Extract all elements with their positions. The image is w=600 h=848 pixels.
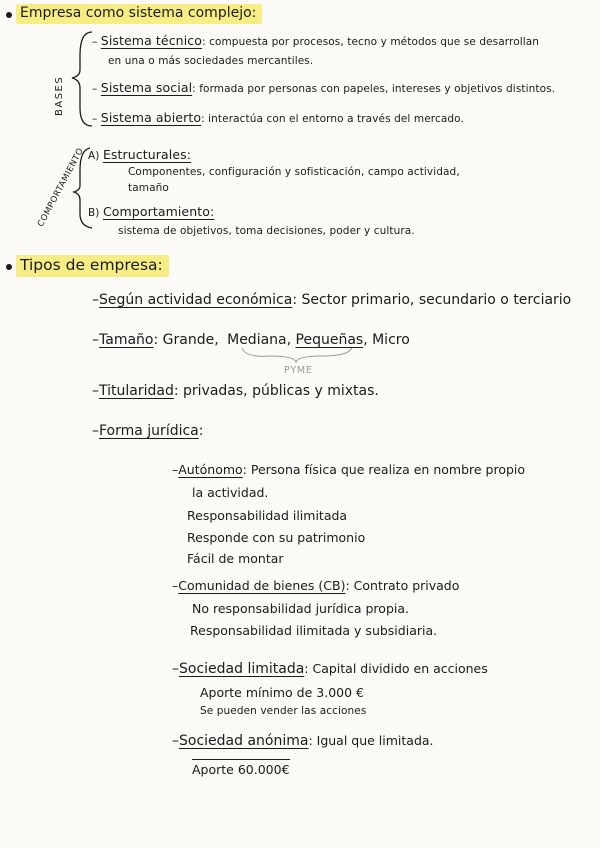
comportamiento-line1: sistema de objetivos, toma decisiones, poder y cultura. xyxy=(118,225,415,237)
autonomo-line: Responsabilidad ilimitada xyxy=(187,508,348,523)
sl-line: Se pueden vender las acciones xyxy=(200,705,367,717)
tamano-mediana: Mediana xyxy=(227,332,287,348)
item-actividad: –Según actividad económica: Sector primario, secundario o terciario xyxy=(92,292,572,308)
item-sistema-abierto: – Sistema abierto: interactúa con el entorno a través del mercado. xyxy=(92,110,464,125)
section-heading-empresa: Empresa como sistema complejo: xyxy=(16,4,262,24)
item-comunidad-bienes: –Comunidad de bienes (CB): Contrato privado xyxy=(172,578,460,593)
item-sistema-tecnico: – Sistema técnico: compuesta por procesos, tecno y métodos que se desarrollan xyxy=(92,33,540,48)
desc-sistema-abierto: : interactúa con el entorno a través del mercado. xyxy=(201,113,464,125)
cb-label: Comunidad de bienes (CB) xyxy=(178,578,346,593)
comportamiento-vertical-label: COMPORTAMIENTO xyxy=(36,146,87,229)
sa-line: Aporte 60.000€ xyxy=(192,759,290,777)
desc-sistema-social: : formada por personas con papeles, intereses y objetivos distintos. xyxy=(192,83,556,95)
tamano-micro: , Micro xyxy=(363,332,410,348)
autonomo-line: Responde con su patrimonio xyxy=(187,530,366,545)
section-heading-tipos: Tipos de empresa: xyxy=(16,255,169,277)
sl-line: Aporte mínimo de 3.000 € xyxy=(200,685,364,700)
forma-sep: : xyxy=(198,423,204,439)
sl-label: Sociedad limitada xyxy=(179,661,305,677)
tamano-grande: Grande, xyxy=(162,332,219,348)
titularidad-label: Titularidad xyxy=(99,383,174,399)
desc-sistema-tecnico-2: en una o más sociedades mercantiles. xyxy=(108,55,314,67)
sa-label: Sociedad anónima xyxy=(179,733,309,749)
item-titularidad: –Titularidad: privadas, públicas y mixtas. xyxy=(92,383,379,399)
autonomo-desc: : Persona física que realiza en nombre propio xyxy=(242,462,526,477)
autonomo-label: Autónomo xyxy=(178,462,243,477)
tamano-pequenas: Pequeñas xyxy=(295,332,364,348)
sl-desc: : Capital dividido en acciones xyxy=(304,661,488,676)
titularidad-desc: : privadas, públicas y mixtas. xyxy=(173,383,379,399)
item-sociedad-limitada: –Sociedad limitada: Capital dividido en acciones xyxy=(172,661,488,677)
item-sociedad-anonima: –Sociedad anónima: Igual que limitada. xyxy=(172,733,434,749)
bases-label: BASES xyxy=(54,75,65,116)
item-tamano: –Tamaño: Grande, Mediana, Pequeñas, Micro xyxy=(92,332,410,348)
autonomo-line: la actividad. xyxy=(192,485,269,500)
desc-sistema-tecnico: : compuesta por procesos, tecno y métodos que se desarrollan xyxy=(202,36,540,48)
actividad-desc: : Sector primario, secundario o terciario xyxy=(292,292,572,308)
bullet xyxy=(6,12,12,18)
comportamiento-heading xyxy=(88,204,214,219)
term-sistema-social: Sistema social xyxy=(100,80,193,95)
bullet xyxy=(6,264,12,270)
tamano-sep: : xyxy=(153,332,159,348)
estructurales-prefix: A) xyxy=(88,150,100,162)
cb-line: Responsabilidad ilimitada y subsidiaria. xyxy=(190,623,438,638)
autonomo-line: Fácil de montar xyxy=(187,551,284,566)
estructurales-line2: tamaño xyxy=(128,182,169,194)
item-sistema-social: – Sistema social: formada por personas con papeles, intereses y objetivos distintos. xyxy=(92,80,556,95)
term-sistema-abierto: Sistema abierto xyxy=(100,110,202,125)
cb-desc: : Contrato privado xyxy=(345,578,460,593)
sa-desc: : Igual que limitada. xyxy=(308,733,434,748)
item-autonomo: –Autónomo: Persona física que realiza en nombre propio xyxy=(172,462,526,477)
estructurales-line1: Componentes, configuración y sofisticación, campo actividad, xyxy=(128,166,460,178)
estructurales-heading xyxy=(88,147,191,162)
estructurales-label: Estructurales: xyxy=(102,147,192,162)
item-forma-juridica: –Forma jurídica: xyxy=(92,423,204,439)
actividad-label: Según actividad económica xyxy=(99,292,293,308)
tamano-comma: , xyxy=(286,332,292,348)
term-sistema-tecnico: Sistema técnico xyxy=(100,33,202,48)
pyme-label: PYME xyxy=(284,365,313,376)
comportamiento-prefix: B) xyxy=(88,207,100,219)
comportamiento-label: Comportamiento: xyxy=(102,204,215,219)
forma-label: Forma jurídica xyxy=(99,423,199,439)
cb-line: No responsabilidad jurídica propia. xyxy=(192,601,409,616)
tamano-label: Tamaño xyxy=(99,332,154,348)
